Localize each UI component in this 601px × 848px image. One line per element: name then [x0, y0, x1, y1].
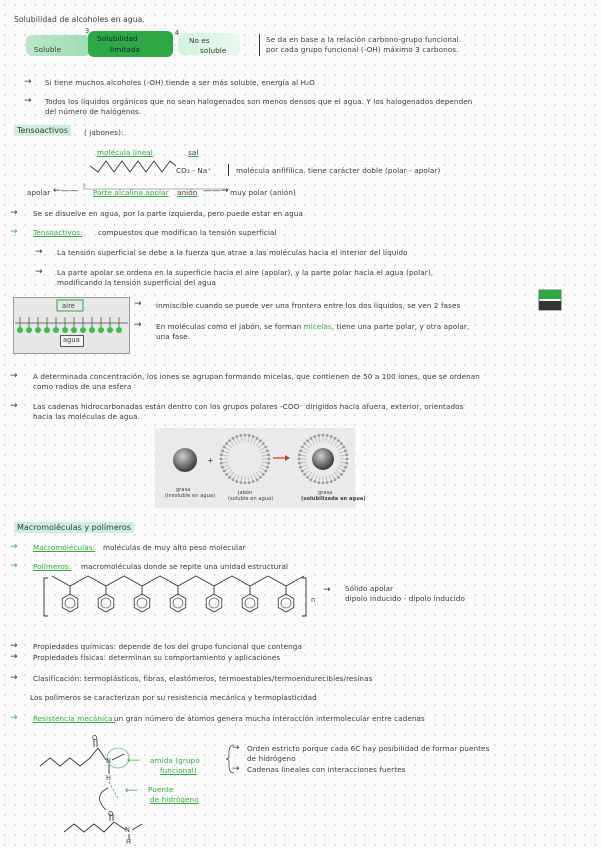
green-arrow-icon: ⟵: [127, 756, 140, 766]
chemical-properties: Propiedades químicas: depende de los del grupo funcional que contenga: [33, 642, 302, 651]
arrow-icon: →: [24, 77, 32, 87]
orientation-note-2: modificando la tensión superficial del agua: [57, 278, 216, 287]
arrow-icon: →: [35, 267, 43, 277]
oxygen-atom-1: O: [92, 734, 98, 742]
order-note-1: Orden estricto porque cada 6C hay posibilidad de formar puentes: [247, 744, 490, 753]
page-title: Solubilidad de alcoholes en agua.: [14, 15, 145, 24]
green-arrow-icon: ⟵: [125, 786, 138, 796]
fig-grease2-sub: (solubilizada en agua): [301, 496, 366, 502]
two-phase-icon: [538, 289, 562, 311]
arrow-icon: →: [24, 96, 32, 106]
polystyrene-structure: [40, 572, 320, 634]
physical-properties: Propiedades físicas: determinan su comportamiento y aplicaciones: [33, 653, 281, 662]
fig-soap-label: jabón: [238, 490, 253, 496]
scale-number-4: 4: [175, 29, 180, 37]
amide-label-2: funcional): [160, 766, 197, 775]
note-liquids-1: Todos los líquidos orgánicos que no sean halogenados son menos densos que el agua. Y los halogenados dependen: [45, 97, 473, 106]
repeat-n: n: [311, 596, 316, 604]
nitrogen-atom-2: N: [125, 826, 131, 834]
hbond-label-2: de hidrógeno: [150, 795, 199, 804]
hydrogen-atom-1: H: [106, 774, 112, 782]
green-arrow-icon: →: [10, 227, 18, 237]
order-note-2: de hidrógeno: [247, 754, 296, 763]
arrow-icon: →: [35, 247, 43, 257]
chains-note-2: hacia las moléculas de agua.: [33, 412, 141, 421]
divider: [259, 34, 260, 56]
very-polar-label: muy polar (anión): [230, 188, 296, 197]
oxygen-atom-2: O: [108, 810, 114, 818]
resistance-label: Resistencia mecánica:: [33, 714, 116, 723]
green-arrow-icon: →: [10, 561, 18, 571]
order-note-3: Cadenas lineales con interacciones fuertes: [247, 765, 406, 774]
green-arrow-icon: →: [10, 542, 18, 552]
arrow-icon: →: [134, 299, 142, 309]
fig-grease-sub: (insoluble en agua): [165, 493, 216, 499]
label-molecule-linear: molécula lineal: [97, 148, 153, 157]
label-salt: sal: [188, 148, 199, 157]
arrow-icon: →: [10, 652, 18, 662]
concentration-note-1: A determinada concentración, los iones se agrupan formando micelas, que contienen de 50 a 100 iones, que se ordenan: [33, 372, 480, 381]
arrow-right-icon: ——→: [203, 186, 229, 196]
micelle-text-a: En moléculas como el jabón, se forman: [156, 322, 302, 331]
resistance-text: un gran número de átomos genera mucha interacción intermolecular entre cadenas: [114, 714, 425, 723]
arrow-icon: →: [10, 673, 18, 683]
nitrogen-atom-1: N: [106, 757, 112, 765]
classification: Clasificación: termoplásticos, fibras, elastómeros, termoestables/termoendurecibles/resinas: [33, 674, 373, 683]
zigzag-chain: [88, 158, 178, 174]
note-alcohols: Si tiene muchos alcoholes (-OH) tiende a ser más soluble, energía al H₂O: [45, 78, 315, 87]
scale-note-1: Se da en base a la relación carbono-grupo funcional.: [266, 35, 462, 44]
polymer-property-2: dipolo inducido - dipolo inducido: [345, 594, 466, 603]
arrow-icon: →: [232, 764, 240, 774]
section-header-macromolecules: [14, 522, 134, 533]
immiscible-note: inmiscible cuando se puede ver una frontera entre los dos líquidos, se ven 2 fases: [156, 301, 461, 310]
divider: [228, 164, 229, 176]
macromolecule-label: Macromoléculas:: [33, 543, 96, 552]
micelle-note-2: una fase.: [156, 332, 191, 341]
svg-text:+: +: [207, 456, 214, 465]
micelle-note-1: [156, 322, 469, 331]
surface-tension-note: La tensión superficial se debe a la fuerza que atrae a las moléculas hacia el interior del líquido: [57, 248, 408, 257]
scale-limited-label-1: Solubilidad: [97, 34, 138, 43]
water-label: agua: [63, 336, 80, 344]
header-text: Macromoléculas y polímeros: [17, 523, 131, 532]
fig-soap-sub: (soluble en agua): [228, 496, 274, 502]
scale-insoluble-label-2: soluble: [200, 46, 227, 55]
fig-grease-label: grasa: [176, 487, 191, 493]
amphiphilic-note: molécula anfifílica. tiene carácter doble (polar - apolar): [236, 166, 441, 175]
air-label: aire: [62, 302, 75, 310]
micelle-word: micelas: [303, 322, 332, 331]
characterization: Los polímeros se caracterizan por su resistencia mecánica y termoplasticidad: [30, 693, 317, 702]
carboxylate-formula: CO₂ - Na⁺: [176, 166, 212, 175]
arrow-icon: →: [10, 371, 18, 381]
arrow-left-icon: ←——: [53, 186, 79, 196]
fig-grease2-label: grasa: [318, 490, 333, 496]
chains-note-1: Las cadenas hidrocarbonadas están dentro con los grupos polares -COO⁻ dirigidos hacia afuera, exterior, orientados: [33, 402, 464, 411]
scale-limited-label-2: limitada: [110, 45, 140, 54]
amide-label-1: amida (grupo: [150, 756, 200, 765]
dissolve-note: Se se disuelve en agua, por la parte izquierda, pero puede estar en agua: [33, 209, 304, 218]
section-header-tensoactivos: [14, 125, 71, 136]
hbond-label-1: Puente: [148, 785, 174, 794]
macromolecule-text: moléculas de muy alto peso molecular: [103, 543, 246, 552]
anion-label: anión: [177, 188, 198, 197]
hydrogen-atom-2: H: [126, 838, 132, 846]
apolar-label: apolar: [27, 188, 51, 197]
header-paren: ( jabones):: [84, 128, 124, 137]
note-liquids-2: del número de halógenos.: [45, 107, 142, 116]
orientation-note-1: La parte apolar se ordena en la superficie hacia el aire (apolar), y la parte polar hacia el agua (polar),: [57, 268, 434, 277]
definition-label: Tensoactivos:: [33, 228, 83, 237]
arrow-icon: →: [10, 641, 18, 651]
arrow-icon: →: [232, 743, 240, 753]
polymer-property-1: Sólido apolar: [345, 584, 394, 593]
polymer-label: Polímeros:: [33, 562, 72, 571]
green-arrow-icon: →: [10, 713, 18, 723]
arrow-icon: →: [323, 585, 331, 595]
scale-insoluble-label-1: No es: [189, 36, 210, 45]
header-text: Tensoactivos: [17, 126, 69, 135]
arrow-icon: →: [134, 320, 142, 330]
concentration-note-2: como radios de una esfera: [33, 382, 132, 391]
scale-note-2: por cada grupo funcional (-OH) máximo 3 carbonos.: [266, 45, 459, 54]
micelle-text-b: , tiene una parte polar, y otra apolar,: [331, 322, 470, 331]
arrow-icon: →: [10, 401, 18, 411]
definition-text: compuestos que modifican la tensión superficial: [98, 228, 277, 237]
arrow-icon: →: [10, 208, 18, 218]
tail-label: Parte alcalina apolar: [93, 188, 169, 197]
polymer-text: macromoléculas donde se repite una unidad estructural: [81, 562, 289, 571]
scale-number-3: 3: [85, 27, 90, 35]
scale-soluble-label: Soluble: [34, 45, 62, 54]
